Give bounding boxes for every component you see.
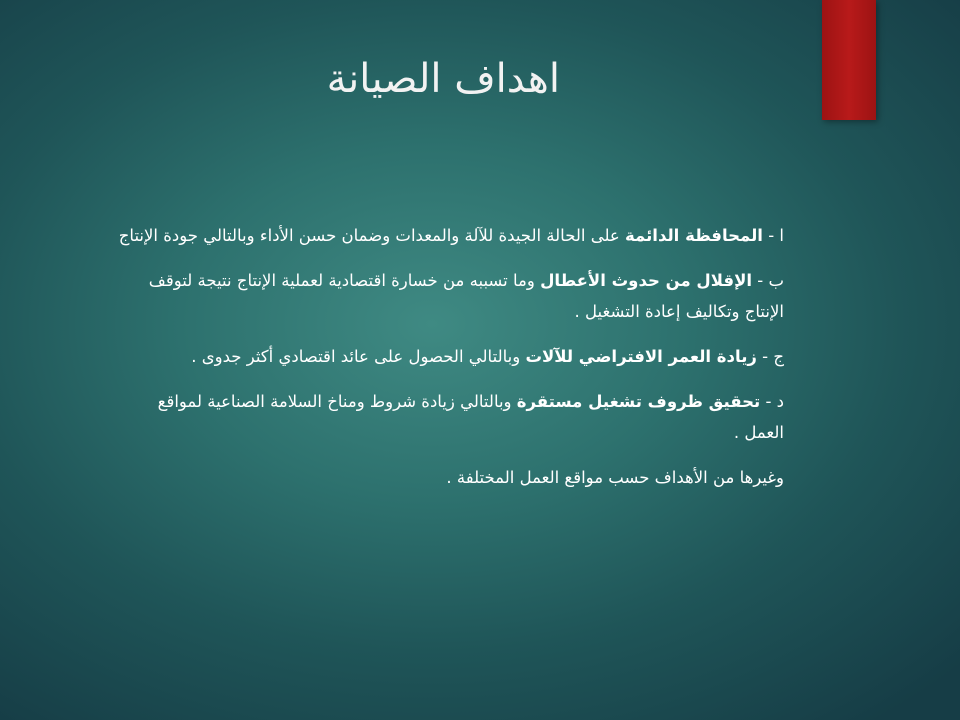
list-item-d — [118, 386, 784, 448]
item-heading: زيادة العمر الافتراضي للآلات — [525, 347, 757, 366]
item-text: وبالتالي زيادة شروط ومناخ السلامة الصناعية لمواقع العمل . — [157, 392, 784, 442]
item-heading: تحقيق ظروف تشغيل مستقرة — [516, 392, 761, 411]
item-prefix: ب - — [752, 271, 784, 290]
list-item-other — [118, 462, 784, 493]
item-prefix: ج - — [756, 347, 784, 366]
item-prefix: د - — [760, 392, 784, 411]
item-text: وما تسببه من خسارة اقتصادية لعملية الإنتاج نتيجة لتوقف الإنتاج وتكاليف إعادة التشغيل . — [148, 271, 784, 321]
item-text: وغيرها من الأهداف حسب مواقع العمل المختلفة . — [446, 468, 784, 487]
list-item-a — [118, 220, 784, 251]
list-item-c — [118, 341, 784, 372]
item-heading: المحافظة الدائمة — [625, 226, 763, 245]
slide-body — [118, 220, 784, 507]
item-prefix: ا - — [762, 226, 784, 245]
red-accent-bar — [822, 0, 876, 120]
item-heading: الإقلال من حدوث الأعطال — [540, 271, 753, 290]
item-text: على الحالة الجيدة للآلة والمعدات وضمان حسن الأداء وبالتالي جودة الإنتاج — [118, 226, 626, 245]
slide-title: اهداف الصيانة — [326, 56, 560, 102]
list-item-b — [118, 265, 784, 327]
item-text: وبالتالي الحصول على عائد اقتصادي أكثر جدوى . — [191, 347, 526, 366]
